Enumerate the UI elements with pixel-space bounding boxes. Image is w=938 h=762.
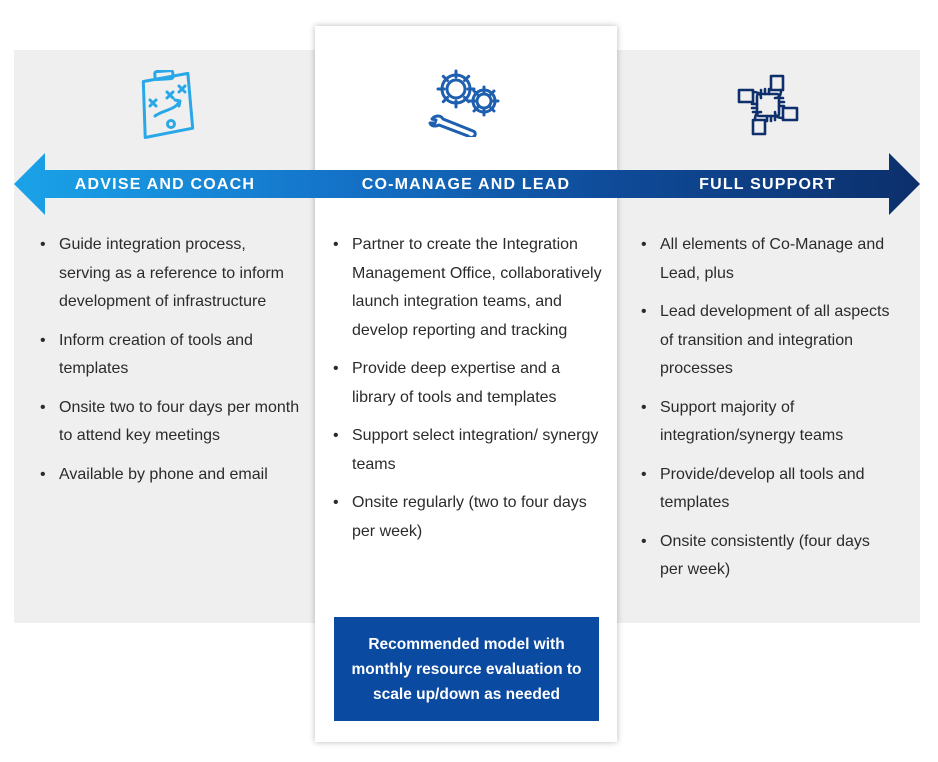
list-item: • Inform creation of tools and templates — [40, 327, 300, 384]
column-title-co-manage-and-lead: CO-MANAGE AND LEAD — [361, 176, 571, 193]
column-title-advise-and-coach: ADVISE AND COACH — [74, 176, 256, 193]
clipboard-strategy-icon — [135, 70, 197, 140]
list-item: • Available by phone and email — [40, 461, 300, 490]
recommendation-text: Recommended model with monthly resource evaluation to scale up/down as needed — [351, 635, 582, 703]
list-item: • Support select integration/ synergy teams — [333, 422, 603, 479]
list-item: • Guide integration process, serving as a reference to inform development of infrastructure — [40, 231, 300, 317]
column-title-full-support: FULL SUPPORT — [699, 176, 836, 193]
list-item: • Onsite regularly (two to four days per week) — [333, 489, 603, 546]
list-item: • Lead development of all aspects of transition and integration processes — [641, 298, 896, 384]
full-support-bullets — [641, 231, 896, 595]
interlocking-hands-icon — [735, 72, 801, 138]
recommendation-box — [334, 617, 599, 721]
advise-and-coach-bullets — [40, 231, 300, 499]
list-item: • Provide/develop all tools and templates — [641, 461, 896, 518]
list-item: • All elements of Co-Manage and Lead, plus — [641, 231, 896, 288]
list-item: • Onsite consistently (four days per week) — [641, 528, 896, 585]
list-item: • Provide deep expertise and a library of tools and templates — [333, 355, 603, 412]
list-item: • Partner to create the Integration Management Office, collaboratively launch integration teams, and develop reporting and tracking — [333, 231, 603, 345]
list-item: • Support majority of integration/synergy teams — [641, 394, 896, 451]
list-item: • Onsite two to four days per month to attend key meetings — [40, 394, 300, 451]
co-manage-and-lead-bullets — [333, 231, 603, 556]
gears-wrench-icon — [428, 67, 506, 137]
